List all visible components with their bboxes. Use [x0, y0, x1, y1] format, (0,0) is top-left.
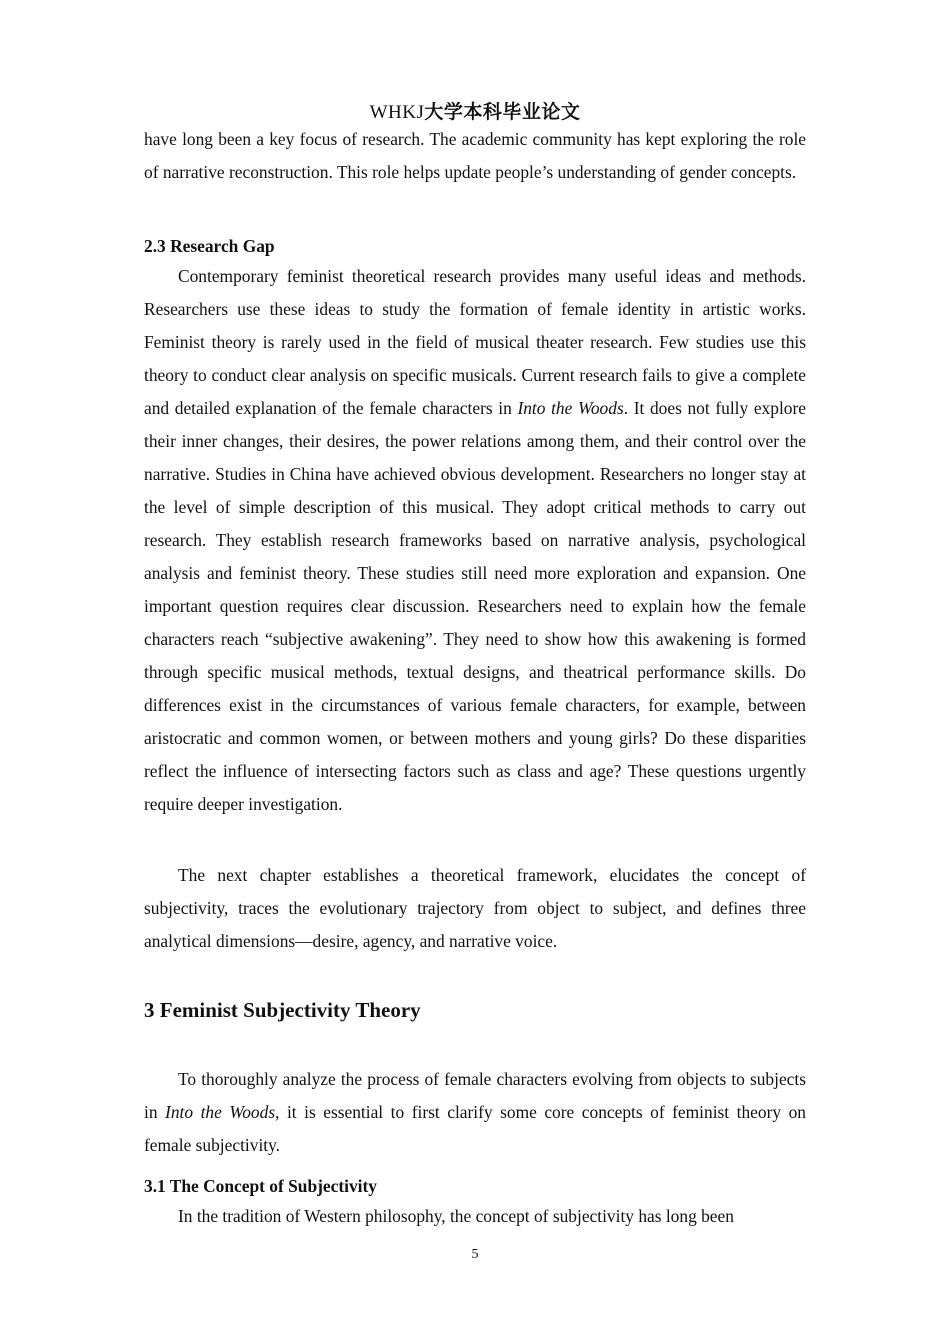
next-chapter-paragraph: The next chapter establishes a theoretical framework, elucidates the concept of subjectivity, traces the evolutionary trajectory from object to subject, and defines three analytical dimensions—desire, agency, and narrative voice.: [144, 865, 806, 951]
section-3-1: [144, 1174, 806, 1198]
subjectivity-paragraph: In the tradition of Western philosophy, the concept of subjectivity has long been: [178, 1206, 734, 1226]
chapter-intro-paragraph: [144, 1063, 806, 1162]
section-2-3-body: [144, 260, 806, 821]
work-title: Into the Woods: [517, 398, 624, 418]
paragraph-text: . It does not fully explore their inner changes, their desires, the power relations among them, and their control over the narrative. Studies in China have achieved obvious development. Researchers no longer stay at the level of simple description of this musical. They adopt critical methods to carry out research. They establish research frameworks based on narrative analysis, psychological analysis and feminist theory. These studies still need more exploration and expansion. One important question requires clear discussion. Researchers need to explain how the female characters reach “subjective awakening”. They need to show how this awakening is formed through specific musical methods, textual designs, and theatrical performance skills. Do differences exist in the circumstances of various female characters, for example, between aristocratic and common women, or between mothers and young girls? Do these disparities reflect the influence of intersecting factors such as class and age? These questions urgently require deeper investigation.: [144, 398, 806, 814]
chapter-3: [144, 996, 806, 1024]
section-2-3: [144, 234, 806, 258]
header-chinese: 大学本科毕业论文: [424, 101, 581, 123]
paragraph-text: To thoroughly analyze the process of female characters evolving from objects to subjects in: [144, 1069, 806, 1122]
section-3-1-body: [144, 1200, 806, 1233]
section-heading-3-1: 3.1 The Concept of Subjectivity: [144, 1176, 377, 1196]
section-2-3-closing: [144, 859, 806, 958]
chapter-3-intro: [144, 1063, 806, 1162]
research-gap-paragraph: [144, 260, 806, 821]
page-number: 5: [471, 1247, 479, 1262]
paragraph-text: , it is essential to first clarify some core concepts of feminist theory on female subjectivity.: [144, 1102, 806, 1155]
chapter-heading-3: 3 Feminist Subjectivity Theory: [144, 998, 421, 1022]
continued-paragraph: have long been a key focus of research. The academic community has kept exploring the role of narrative reconstruction. This role helps update people’s understanding of gender concepts.: [144, 129, 806, 182]
section-heading-2-3: 2.3 Research Gap: [144, 236, 275, 256]
work-title: Into the Woods: [165, 1102, 276, 1122]
running-header: [0, 97, 950, 124]
body-text-block-1: [144, 123, 806, 189]
paragraph-text: Contemporary feminist theoretical research provides many useful ideas and methods. Researchers use these ideas to study the formation of female identity in artistic works. Feminist theory is rarely used in the field of musical theater research. Few studies use this theory to conduct clear analysis on specific musicals. Current research fails to give a complete and detailed explanation of the female characters in: [144, 266, 806, 418]
header-latin: WHKJ: [369, 102, 425, 123]
